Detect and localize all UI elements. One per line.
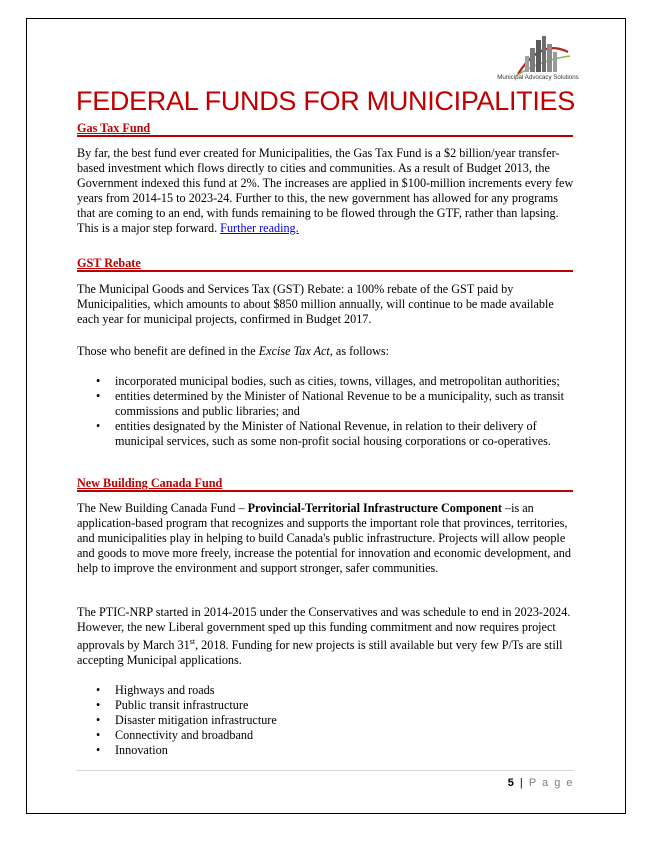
list-item: • Public transit infrastructure [96, 697, 249, 712]
list-item: • entities designated by the Minister of National Revenue, in relation to their delivery of municipal services, such as some non-profit social housing corporations or co-operatives. [96, 418, 551, 448]
logo-caption: Municipal Advocacy Solutions [497, 74, 579, 81]
gst-paragraph: The Municipal Goods and Services Tax (GST) Rebate: a 100% rebate of the GST paid by Municipalities, which amounts to about $850 million annually, will continue to be made available each year for municipal projects, confirmed in Budget 2017. [77, 282, 554, 326]
list-item: • incorporated municipal bodies, such as cities, towns, villages, and metropolitan authorities; [96, 374, 560, 388]
section-heading-nbcf: New Building Canada Fund [77, 477, 573, 492]
list-item: • Highways and roads [96, 683, 215, 697]
page-footer [500, 777, 574, 789]
gas-tax-paragraph: By far, the best fund ever created for Municipalities, the Gas Tax Fund is a $2 billion/year transfer-based investment which flows directly to cities and communities. As a result of Budget 2013, the Government indexed this fund at 2%. The increases are applied in $100-million increments every few years from 2014-15 to 2023-24. Further to this, the new government has allowed for any programs that are coming to an end, with funds remaining to be flowed through the GTF, rather than lapsing. This is a major step forward. Further reading. [77, 146, 574, 235]
footer-divider [76, 770, 574, 771]
gst-intro: Those who benefit are defined in the Excise Tax Act, as follows: [77, 344, 390, 358]
section-heading-gst-rebate: GST Rebate [77, 257, 573, 272]
nbcf-categories-list [77, 683, 577, 758]
gst-beneficiaries-list [77, 374, 577, 449]
page-label: P a g e [528, 777, 574, 789]
footer-separator: | [519, 777, 525, 789]
further-reading-link[interactable]: Further reading. [220, 220, 299, 235]
page-number: 5 [507, 777, 516, 789]
list-item: • entities determined by the Minister of National Revenue to be a municipality, such as transit commissions and public libraries; and [96, 388, 565, 418]
section-heading-gas-tax: Gas Tax Fund [77, 122, 573, 137]
page-title: FEDERAL FUNDS FOR MUNICIPALITIES [76, 86, 575, 116]
list-item: • Innovation [96, 742, 168, 757]
nbcf-paragraph-1: The New Building Canada Fund – Provincial-Territorial Infrastructure Component –is an application-based program that recognizes and supports the important role that provinces, territories, and municipalities play in helping to build Canada's public infrastructure. Projects will allow people and goods to move more freely, increase the potential for innovation and economic development, and help to improve the environment and support stronger, safer communities. [77, 501, 571, 575]
nbcf-paragraph-2: The PTIC-NRP started in 2014-2015 under the Conservatives and was schedule to end in 2023-2024. However, the new Liberal government sped up this funding commitment and now requires project approvals by March 31st, 2018. Funding for new projects is still available but very few P/Ts are still accepting Municipal applications. [77, 605, 571, 667]
list-item: • Disaster mitigation infrastructure [96, 712, 277, 727]
list-item: • Connectivity and broadband [96, 727, 254, 742]
